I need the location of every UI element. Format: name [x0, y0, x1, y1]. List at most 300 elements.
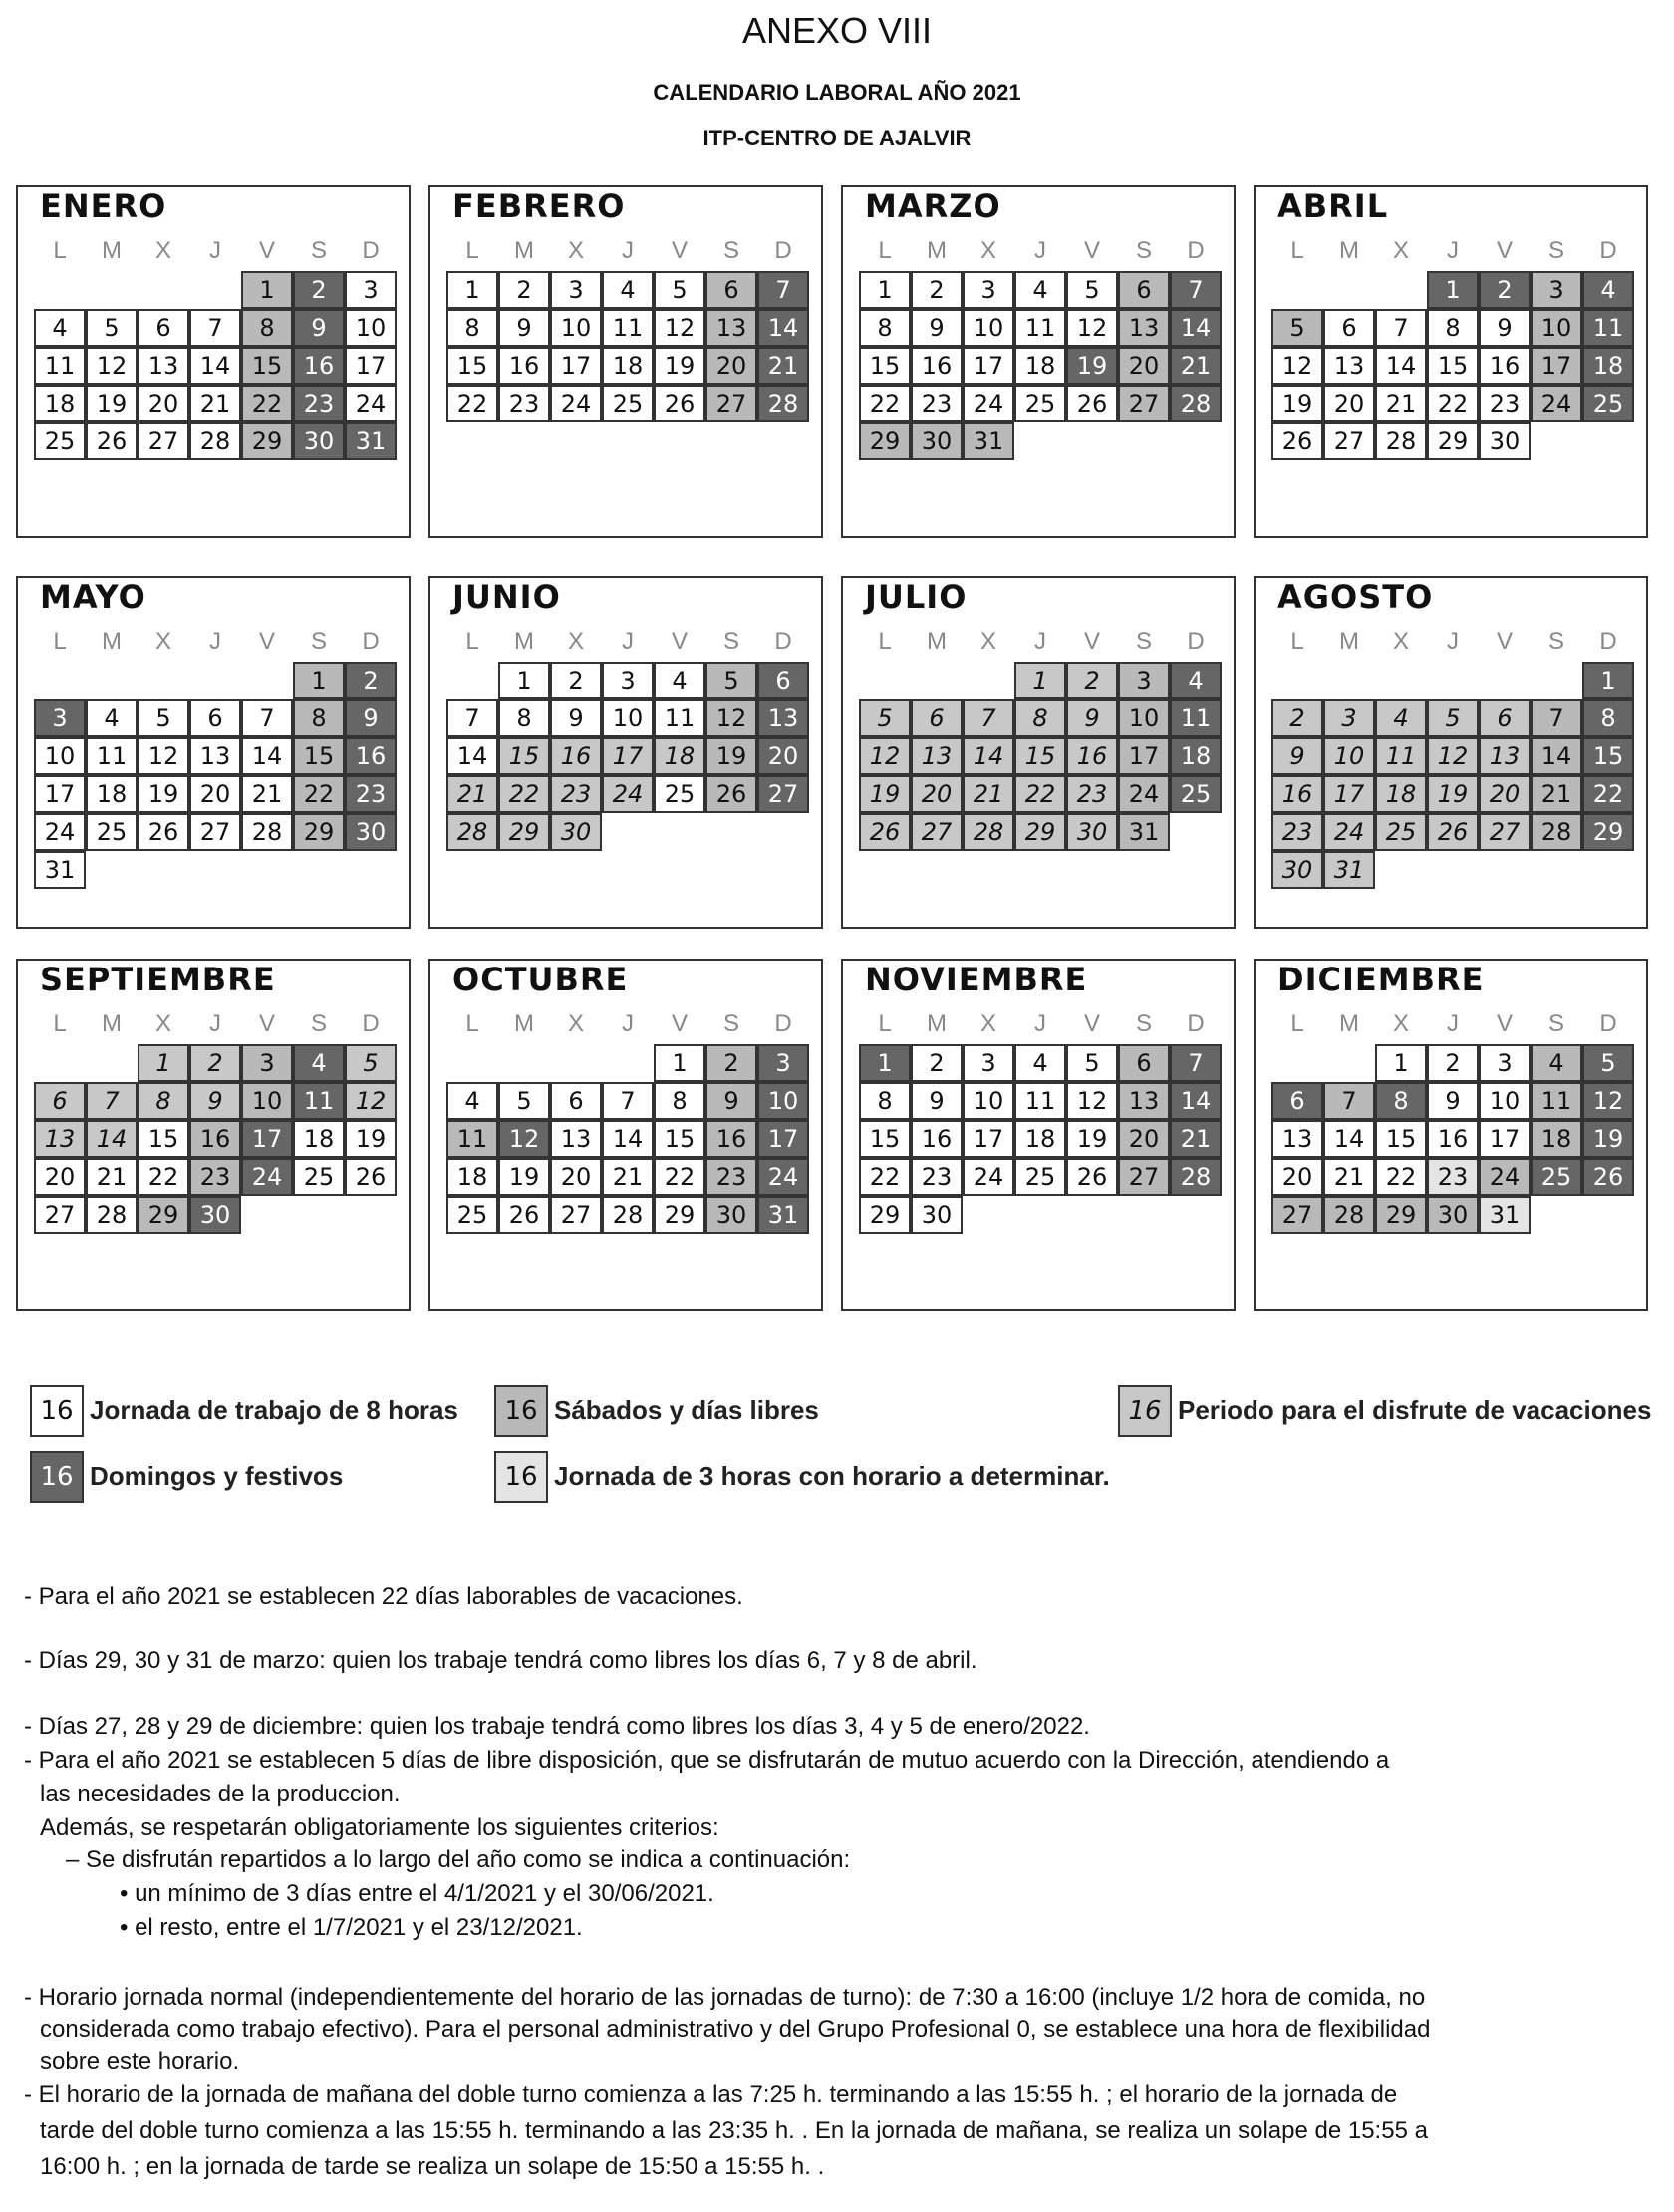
center-subtitle: ITP-CENTRO DE AJALVIR [702, 126, 972, 150]
note-line: - Días 29, 30 y 31 de marzo: quien los trabaje tendrá como libres los días 6, 7 y 8 de abril. [24, 1647, 977, 1674]
day-cell: 25 [1014, 385, 1066, 422]
day-cell: 22 [1427, 385, 1479, 422]
note-line: sobre este horario. [40, 2048, 240, 2074]
day-cell: 26 [86, 422, 138, 460]
day-cell: 23 [550, 775, 602, 813]
day-cell: 24 [345, 385, 397, 422]
day-cell: 29 [1582, 813, 1634, 851]
weekday-header: D [1187, 1010, 1205, 1037]
day-cell: 25 [654, 775, 705, 813]
day-cell: 24 [1531, 385, 1582, 422]
day-cell: 30 [1271, 851, 1323, 889]
weekday-header: X [979, 1010, 996, 1037]
day-cell: 28 [1531, 813, 1582, 851]
day-cell: 7 [1531, 699, 1582, 737]
weekday-header: L [465, 628, 479, 655]
day-cell: 9 [293, 309, 345, 347]
day-cell: 28 [1323, 1196, 1375, 1234]
day-cell: 30 [705, 1196, 757, 1234]
day-cell: 27 [138, 422, 189, 460]
month-noviembre [841, 959, 1236, 1311]
weekday-header: M [1339, 628, 1359, 655]
day-cell: 19 [498, 1158, 550, 1196]
day-cell: 30 [1479, 422, 1531, 460]
day-cell: 11 [86, 737, 138, 775]
day-cell: 17 [963, 1120, 1014, 1158]
day-cell: 9 [911, 309, 963, 347]
day-cell: 21 [1323, 1158, 1375, 1196]
day-cell: 9 [705, 1082, 757, 1120]
weekday-header: M [927, 628, 947, 655]
day-cell: 11 [1170, 699, 1222, 737]
weekday-header: S [1547, 237, 1564, 264]
day-cell: 14 [241, 737, 293, 775]
day-cell: 8 [446, 309, 498, 347]
day-cell: 3 [1323, 699, 1375, 737]
day-cell: 5 [654, 271, 705, 309]
month-julio [841, 576, 1236, 929]
day-cell: 8 [1375, 1082, 1427, 1120]
day-cell: 22 [293, 775, 345, 813]
day-cell: 28 [757, 385, 809, 422]
weekday-header: J [209, 1010, 221, 1037]
day-cell: 19 [345, 1120, 397, 1158]
day-cell: 14 [1170, 1082, 1222, 1120]
day-cell: 10 [34, 737, 86, 775]
day-cell: 21 [963, 775, 1014, 813]
day-cell: 27 [189, 813, 241, 851]
day-cell: 1 [293, 662, 345, 699]
day-cell: 24 [602, 775, 654, 813]
weekday-header: X [979, 628, 996, 655]
month-name: FEBRERO [452, 187, 626, 225]
day-cell: 2 [189, 1044, 241, 1082]
weekday-header: V [671, 237, 688, 264]
day-cell: 3 [241, 1044, 293, 1082]
day-cell: 11 [1582, 309, 1634, 347]
day-cell: 26 [1066, 1158, 1118, 1196]
day-cell: 24 [757, 1158, 809, 1196]
weekday-header: S [722, 1010, 739, 1037]
day-cell: 9 [550, 699, 602, 737]
note-line: • un mínimo de 3 días entre el 4/1/2021 y el 30/06/2021. [120, 1880, 714, 1907]
day-cell: 5 [138, 699, 189, 737]
day-cell: 25 [1582, 385, 1634, 422]
day-cell: 22 [138, 1158, 189, 1196]
day-cell: 5 [86, 309, 138, 347]
day-cell: 13 [1271, 1120, 1323, 1158]
day-cell: 22 [1375, 1158, 1427, 1196]
day-cell: 11 [446, 1120, 498, 1158]
day-cell: 12 [1582, 1082, 1634, 1120]
day-cell: 18 [1014, 1120, 1066, 1158]
day-cell: 15 [1427, 347, 1479, 385]
day-cell: 1 [241, 271, 293, 309]
day-cell: 9 [498, 309, 550, 347]
day-cell: 2 [1271, 699, 1323, 737]
day-cell: 1 [1014, 662, 1066, 699]
day-cell: 31 [1479, 1196, 1531, 1234]
day-cell: 21 [241, 775, 293, 813]
day-cell: 12 [138, 737, 189, 775]
day-cell: 21 [1170, 1120, 1222, 1158]
day-cell: 25 [86, 813, 138, 851]
day-cell: 23 [189, 1158, 241, 1196]
day-cell: 12 [1427, 737, 1479, 775]
day-cell: 30 [911, 1196, 963, 1234]
day-cell: 21 [1375, 385, 1427, 422]
day-cell: 17 [1479, 1120, 1531, 1158]
month-febrero [428, 185, 823, 538]
day-cell: 14 [446, 737, 498, 775]
day-cell: 19 [1427, 775, 1479, 813]
note-line: - Días 27, 28 y 29 de diciembre: quien los trabaje tendrá como libres los días 3, 4 y 5 de enero/2022. [24, 1713, 1090, 1740]
day-cell: 5 [1427, 699, 1479, 737]
day-cell: 12 [498, 1120, 550, 1158]
day-cell: 26 [1066, 385, 1118, 422]
day-cell: 5 [498, 1082, 550, 1120]
day-cell: 16 [1066, 737, 1118, 775]
weekday-header: X [154, 1010, 171, 1037]
note-line: • el resto, entre el 1/7/2021 y el 23/12/2021. [120, 1914, 583, 1941]
weekday-header: X [567, 628, 584, 655]
day-cell: 4 [1582, 271, 1634, 309]
day-cell: 13 [705, 309, 757, 347]
day-cell: 7 [1323, 1082, 1375, 1120]
month-octubre [428, 959, 823, 1311]
day-cell: 2 [498, 271, 550, 309]
weekday-header: D [1599, 1010, 1617, 1037]
weekday-header: M [102, 628, 122, 655]
day-cell: 15 [138, 1120, 189, 1158]
weekday-header: M [102, 237, 122, 264]
day-cell: 18 [1582, 347, 1634, 385]
day-cell: 2 [1479, 271, 1531, 309]
day-cell: 11 [602, 309, 654, 347]
day-cell: 18 [34, 385, 86, 422]
day-cell: 3 [1531, 271, 1582, 309]
weekday-header: L [878, 237, 892, 264]
day-cell: 27 [550, 1196, 602, 1234]
day-cell: 25 [1375, 813, 1427, 851]
day-cell: 22 [241, 385, 293, 422]
day-cell: 13 [189, 737, 241, 775]
day-cell: 29 [654, 1196, 705, 1234]
weekday-header: D [774, 628, 792, 655]
day-cell: 5 [1066, 1044, 1118, 1082]
day-cell: 26 [705, 775, 757, 813]
day-cell: 1 [859, 271, 911, 309]
day-cell: 9 [1066, 699, 1118, 737]
weekday-header: L [1290, 1010, 1304, 1037]
month-name: ENERO [40, 187, 167, 225]
note-line: - Para el año 2021 se establecen 22 días laborables de vacaciones. [24, 1583, 743, 1610]
day-cell: 10 [1531, 309, 1582, 347]
day-cell: 3 [1479, 1044, 1531, 1082]
day-cell: 4 [1531, 1044, 1582, 1082]
day-cell: 13 [1118, 309, 1170, 347]
day-cell: 2 [293, 271, 345, 309]
day-cell: 27 [911, 813, 963, 851]
weekday-header: M [514, 628, 534, 655]
month-marzo [841, 185, 1236, 538]
day-cell: 20 [189, 775, 241, 813]
day-cell: 7 [963, 699, 1014, 737]
day-cell: 19 [654, 347, 705, 385]
day-cell: 7 [86, 1082, 138, 1120]
day-cell: 26 [345, 1158, 397, 1196]
day-cell: 6 [1118, 1044, 1170, 1082]
weekday-header: J [622, 237, 634, 264]
day-cell: 24 [963, 1158, 1014, 1196]
weekday-header: J [1447, 628, 1459, 655]
day-cell: 13 [34, 1120, 86, 1158]
day-cell: 23 [1427, 1158, 1479, 1196]
day-cell: 21 [602, 1158, 654, 1196]
day-cell: 13 [911, 737, 963, 775]
day-cell: 26 [1427, 813, 1479, 851]
day-cell: 18 [1531, 1120, 1582, 1158]
day-cell: 16 [1479, 347, 1531, 385]
day-cell: 22 [859, 1158, 911, 1196]
day-cell: 21 [189, 385, 241, 422]
day-cell: 8 [1014, 699, 1066, 737]
weekday-header: X [154, 628, 171, 655]
day-cell: 27 [1118, 1158, 1170, 1196]
day-cell: 9 [1479, 309, 1531, 347]
weekday-header: V [1496, 628, 1513, 655]
day-cell: 29 [498, 813, 550, 851]
day-cell: 26 [859, 813, 911, 851]
month-mayo [16, 576, 411, 929]
day-cell: 25 [446, 1196, 498, 1234]
day-cell: 15 [293, 737, 345, 775]
day-cell: 15 [1582, 737, 1634, 775]
day-cell: 31 [34, 851, 86, 889]
day-cell: 10 [241, 1082, 293, 1120]
day-cell: 1 [859, 1044, 911, 1082]
day-cell: 26 [654, 385, 705, 422]
day-cell: 8 [859, 309, 911, 347]
day-cell: 22 [498, 775, 550, 813]
day-cell: 16 [498, 347, 550, 385]
day-cell: 1 [498, 662, 550, 699]
day-cell: 17 [550, 347, 602, 385]
day-cell: 7 [1170, 1044, 1222, 1082]
day-cell: 6 [1118, 271, 1170, 309]
day-cell: 13 [1118, 1082, 1170, 1120]
weekday-header: J [1447, 1010, 1459, 1037]
month-name: NOVIEMBRE [865, 961, 1088, 998]
day-cell: 1 [446, 271, 498, 309]
day-cell: 30 [911, 422, 963, 460]
day-cell: 30 [1427, 1196, 1479, 1234]
day-cell: 30 [293, 422, 345, 460]
day-cell: 14 [602, 1120, 654, 1158]
day-cell: 12 [859, 737, 911, 775]
weekday-header: S [1135, 1010, 1152, 1037]
note-line: las necesidades de la produccion. [40, 1781, 401, 1807]
day-cell: 24 [1323, 813, 1375, 851]
day-cell: 21 [757, 347, 809, 385]
day-cell: 5 [1066, 271, 1118, 309]
day-cell: 26 [1271, 422, 1323, 460]
day-cell: 7 [757, 271, 809, 309]
day-cell: 14 [1531, 737, 1582, 775]
day-cell: 17 [602, 737, 654, 775]
day-cell: 19 [86, 385, 138, 422]
day-cell: 20 [550, 1158, 602, 1196]
weekday-header: X [567, 237, 584, 264]
day-cell: 15 [446, 347, 498, 385]
month-name: JUNIO [452, 578, 561, 616]
weekday-header: M [1339, 1010, 1359, 1037]
day-cell: 6 [705, 271, 757, 309]
day-cell: 26 [138, 813, 189, 851]
day-cell: 4 [1170, 662, 1222, 699]
weekday-header: M [514, 1010, 534, 1037]
day-cell: 25 [602, 385, 654, 422]
day-cell: 6 [911, 699, 963, 737]
weekday-header: S [722, 237, 739, 264]
weekday-header: M [1339, 237, 1359, 264]
day-cell: 8 [859, 1082, 911, 1120]
day-cell: 24 [241, 1158, 293, 1196]
day-cell: 12 [345, 1082, 397, 1120]
weekday-header: S [1547, 1010, 1564, 1037]
day-cell: 22 [446, 385, 498, 422]
day-cell: 27 [1479, 813, 1531, 851]
day-cell: 3 [550, 271, 602, 309]
weekday-header: S [1135, 237, 1152, 264]
day-cell: 15 [1014, 737, 1066, 775]
day-cell: 8 [138, 1082, 189, 1120]
day-cell: 20 [1479, 775, 1531, 813]
weekday-header: M [102, 1010, 122, 1037]
day-cell: 11 [1375, 737, 1427, 775]
day-cell: 4 [293, 1044, 345, 1082]
day-cell: 10 [602, 699, 654, 737]
day-cell: 1 [1427, 271, 1479, 309]
note-line: Además, se respetarán obligatoriamente los siguientes criterios: [40, 1814, 719, 1841]
weekday-header: J [1034, 1010, 1046, 1037]
day-cell: 5 [859, 699, 911, 737]
weekday-header: L [53, 628, 67, 655]
day-cell: 18 [1375, 775, 1427, 813]
day-cell: 31 [757, 1196, 809, 1234]
month-junio [428, 576, 823, 929]
weekday-header: V [671, 628, 688, 655]
day-cell: 2 [911, 271, 963, 309]
weekday-header: J [209, 628, 221, 655]
day-cell: 13 [550, 1120, 602, 1158]
day-cell: 6 [550, 1082, 602, 1120]
month-name: JULIO [865, 578, 968, 616]
day-cell: 29 [1427, 422, 1479, 460]
day-cell: 10 [1323, 737, 1375, 775]
day-cell: 2 [911, 1044, 963, 1082]
day-cell: 19 [705, 737, 757, 775]
day-cell: 9 [1427, 1082, 1479, 1120]
weekday-header: D [362, 237, 380, 264]
day-cell: 4 [86, 699, 138, 737]
day-cell: 31 [1118, 813, 1170, 851]
day-cell: 29 [1375, 1196, 1427, 1234]
calendar-subtitle: CALENDARIO LABORAL AÑO 2021 [653, 80, 1021, 105]
day-cell: 12 [86, 347, 138, 385]
day-cell: 22 [1014, 775, 1066, 813]
day-cell: 11 [1014, 1082, 1066, 1120]
day-cell: 20 [1118, 347, 1170, 385]
day-cell: 1 [1582, 662, 1634, 699]
day-cell: 23 [1479, 385, 1531, 422]
weekday-header: L [878, 1010, 892, 1037]
weekday-header: M [514, 237, 534, 264]
weekday-header: X [154, 237, 171, 264]
day-cell: 23 [1271, 813, 1323, 851]
day-cell: 28 [1170, 385, 1222, 422]
weekday-header: V [258, 1010, 275, 1037]
weekday-header: X [1392, 1010, 1409, 1037]
day-cell: 6 [757, 662, 809, 699]
day-cell: 24 [34, 813, 86, 851]
month-septiembre [16, 959, 411, 1311]
day-cell: 21 [446, 775, 498, 813]
day-cell: 3 [345, 271, 397, 309]
day-cell: 17 [345, 347, 397, 385]
weekday-header: V [1496, 237, 1513, 264]
weekday-header: L [465, 237, 479, 264]
day-cell: 19 [138, 775, 189, 813]
day-cell: 18 [1014, 347, 1066, 385]
day-cell: 22 [1582, 775, 1634, 813]
day-cell: 23 [705, 1158, 757, 1196]
day-cell: 31 [963, 422, 1014, 460]
day-cell: 29 [138, 1196, 189, 1234]
legend-swatch: 16 [1118, 1385, 1172, 1437]
day-cell: 14 [757, 309, 809, 347]
legend-swatch: 16 [30, 1451, 84, 1503]
weekday-header: X [1392, 237, 1409, 264]
legend-label: Jornada de trabajo de 8 horas [90, 1395, 458, 1425]
day-cell: 3 [963, 1044, 1014, 1082]
day-cell: 10 [1118, 699, 1170, 737]
day-cell: 10 [963, 309, 1014, 347]
day-cell: 23 [1066, 775, 1118, 813]
weekday-header: D [774, 237, 792, 264]
day-cell: 18 [1170, 737, 1222, 775]
weekday-header: X [1392, 628, 1409, 655]
day-cell: 25 [293, 1158, 345, 1196]
day-cell: 2 [1427, 1044, 1479, 1082]
day-cell: 13 [138, 347, 189, 385]
day-cell: 19 [1066, 1120, 1118, 1158]
day-cell: 29 [241, 422, 293, 460]
day-cell: 23 [911, 1158, 963, 1196]
day-cell: 29 [1014, 813, 1066, 851]
day-cell: 28 [446, 813, 498, 851]
weekday-header: D [362, 1010, 380, 1037]
weekday-header: V [671, 1010, 688, 1037]
day-cell: 27 [1118, 385, 1170, 422]
day-cell: 22 [654, 1158, 705, 1196]
legend-swatch: 16 [494, 1385, 548, 1437]
day-cell: 1 [138, 1044, 189, 1082]
day-cell: 6 [1323, 309, 1375, 347]
month-enero [16, 185, 411, 538]
day-cell: 8 [654, 1082, 705, 1120]
day-cell: 2 [1066, 662, 1118, 699]
